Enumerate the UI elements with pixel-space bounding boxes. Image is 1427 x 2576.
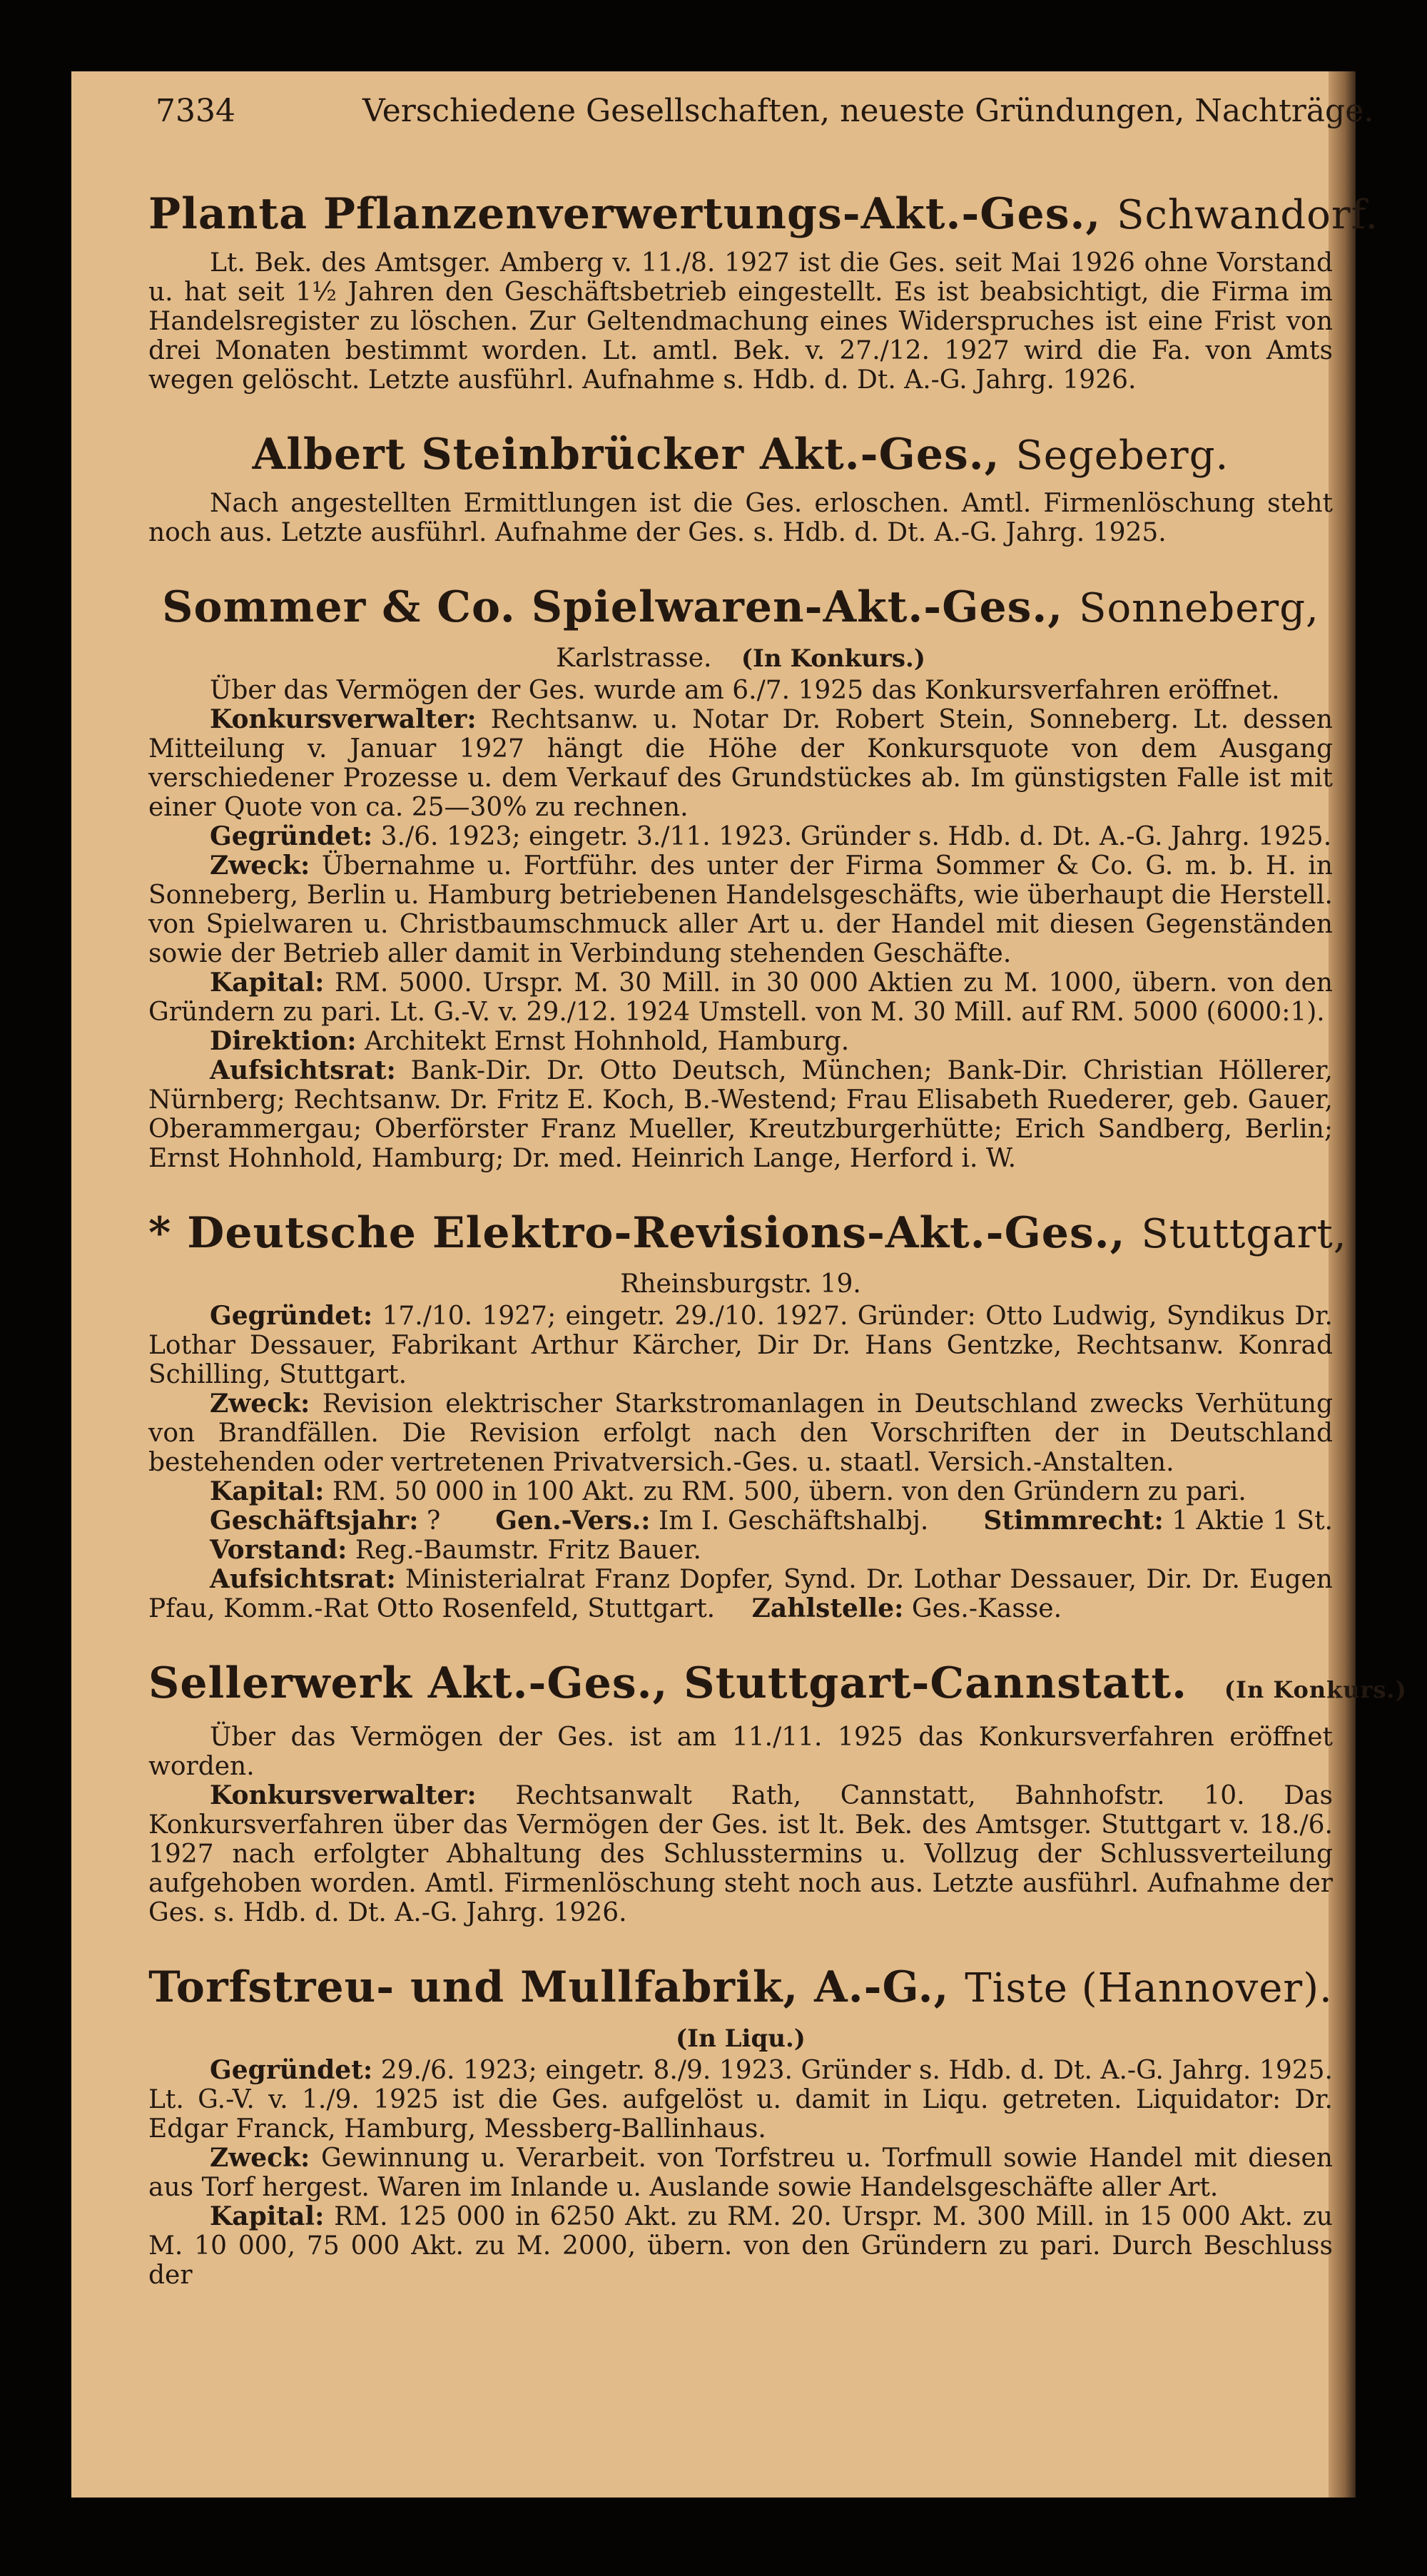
paragraph	[148, 1389, 1333, 1477]
entry-text: Nach angestellten Ermittlungen ist die Ges. erloschen. Amtl. Firmenlöschung steht noch aus. Letzte ausführl. Aufnahme der Ges. s. Hdb. d. Dt. A.-G. Jahrg. 1925.	[148, 489, 1333, 547]
entry-sellerwerk	[148, 1655, 1407, 1927]
paragraph-text: 3./6. 1923; eingetr. 3./11. 1923. Gründer s. Hdb. d. Dt. A.-G. Jahrg. 1925.	[380, 822, 1332, 851]
meta-row	[148, 1506, 1333, 1536]
paragraph-label: Gegründet:	[210, 821, 373, 851]
entry-status-line	[148, 2022, 1333, 2056]
entry-steinbruecker	[148, 426, 1333, 547]
entry-title	[148, 1655, 1407, 1718]
paragraph-text: Reg.-Baumstr. Fritz Bauer.	[355, 1536, 701, 1565]
paragraph	[148, 1056, 1333, 1173]
paragraph-text: RM. 125 000 in 6250 Akt. zu RM. 20. Urspr. M. 300 Mill. in 15 000 Akt. zu M. 10 000, 75 000 Akt. zu M. 2000, übern. von den Gründern zu pari. Durch Beschluss der	[148, 2202, 1333, 2290]
zahlstelle-value: Ges.-Kasse.	[911, 1594, 1062, 1623]
gen-vers-value: Im I. Geschäftshalbj.	[659, 1506, 929, 1536]
entry-torfstreu	[148, 1959, 1333, 2290]
stimmrecht-value: 1 Aktie 1 St.	[1172, 1506, 1333, 1536]
stimmrecht	[983, 1506, 1333, 1536]
running-title: Verschiedene Gesellschaften, neueste Gründungen, Nachträge.	[362, 93, 1374, 129]
paragraph-text: Rechtsanw. u. Notar Dr. Robert Stein, Sonneberg. Lt. dessen Mitteilung v. Januar 1927 hängt die Höhe der Konkursquote von dem Ausgang verschiedener Prozesse u. dem Verkauf des Grundstückes ab. Im günstigsten Falle ist mit einer Quote von ca. 25—30% zu rechnen.	[148, 705, 1333, 822]
paragraph	[148, 1302, 1333, 1389]
entry-elektro-revisions	[148, 1205, 1347, 1623]
paragraph-label: Konkursverwalter:	[210, 704, 477, 734]
entry-sommer	[148, 579, 1333, 1173]
paragraph	[148, 1536, 1333, 1565]
paragraph	[148, 1027, 1333, 1056]
company-location: Tiste (Hannover).	[965, 1965, 1333, 2012]
company-name: Albert Steinbrücker Akt.-Ges.,	[252, 430, 1000, 480]
page-content	[148, 186, 1407, 2321]
company-location: Segeberg.	[1015, 432, 1229, 479]
paragraph-text: Revision elektrischer Starkstromanlagen in Deutschland zwecks Verhütung von Brandfällen. Die Revision erfolgt nach den Vorschriften der in Deutschland bestehenden oder vertretenen Privatversich.-Ges. u. staatl. Versich.-Anstalten.	[148, 1389, 1333, 1477]
paragraph	[148, 822, 1333, 851]
entry-title	[148, 186, 1379, 244]
paragraph	[148, 1565, 1333, 1623]
paragraph-label: Direktion:	[210, 1026, 357, 1056]
company-location: Stuttgart,	[1141, 1211, 1347, 1257]
paragraph-text: Bank-Dir. Dr. Otto Deutsch, München; Bank-Dir. Christian Höllerer, Nürnberg; Rechtsanw. Dr. Fritz E. Koch, B.-Westend; Frau Elisabeth Ruederer, geb. Gauer, Oberammergau; Oberförster Franz Mueller, Kreutzburgerhütte; Erich Sandberg, Berlin; Ernst Hohnhold, Hamburg; Dr. med. Heinrich Lange, Herford i. W.	[148, 1056, 1333, 1173]
paragraph-text: Über das Vermögen der Ges. ist am 11./11. 1925 das Konkursverfahren eröffnet worden.	[148, 1723, 1333, 1781]
status-badge: (In Liqu.)	[676, 2024, 806, 2053]
entry-planta	[148, 186, 1379, 395]
company-address: Karlstrasse.	[556, 644, 712, 673]
company-name: Torfstreu- und Mullfabrik, A.-G.,	[148, 1962, 950, 2012]
entry-title	[148, 1959, 1333, 2017]
paragraph-label: Zweck:	[210, 1389, 310, 1419]
company-address: Rheinsburgstr. 19.	[620, 1269, 861, 1299]
paragraph-text: 29./6. 1923; eingetr. 8./9. 1923. Gründer s. Hdb. d. Dt. A.-G. Jahrg. 1925. Lt. G.-V. v. 1./9. 1925 ist die Ges. aufgelöst u. damit in Liqu. getreten. Liquidator: Dr. Edgar Franck, Hamburg, Messberg-Ballinhaus.	[148, 2056, 1333, 2144]
entry-text: Lt. Bek. des Amtsger. Amberg v. 11./8. 1927 ist die Ges. seit Mai 1926 ohne Vorstand u. hat seit 1½ Jahren den Geschäftsbetrieb eingestellt. Es ist beabsichtigt, die Firma im Handelsregister zu löschen. Zur Geltendmachung eines Widerspruches ist eine Frist von drei Monaten bestimmt worden. Lt. amtl. Bek. v. 27./12. 1927 wird die Fa. von Amts wegen gelöscht. Letzte ausführl. Aufnahme s. Hdb. d. Dt. A.-G. Jahrg. 1926.	[148, 248, 1333, 395]
paragraph-label: Aufsichtsrat:	[210, 1564, 396, 1594]
generalversammlung	[495, 1506, 928, 1536]
geschaeftsjahr	[210, 1506, 440, 1536]
paragraph-label: Konkursverwalter:	[210, 1780, 477, 1810]
paragraph	[148, 2202, 1333, 2290]
entry-address-line	[148, 642, 1333, 676]
paragraph	[148, 676, 1333, 705]
paragraph-label: Kapital:	[210, 1476, 325, 1506]
new-entry-asterisk: *	[148, 1208, 172, 1258]
paragraph	[148, 2056, 1333, 2144]
status-badge: (In Konkurs.)	[1224, 1676, 1407, 1703]
running-header	[156, 93, 1374, 129]
paragraph-label: Kapital:	[210, 2201, 325, 2231]
gen-vers-label: Gen.-Vers.:	[495, 1506, 651, 1536]
stimmrecht-label: Stimmrecht:	[983, 1506, 1164, 1536]
company-name: Sellerwerk Akt.-Ges., Stuttgart-Cannstatt.	[148, 1658, 1187, 1708]
paragraph-text: RM. 5000. Urspr. M. 30 Mill. in 30 000 Aktien zu M. 1000, übern. von den Gründern zu pari. Lt. G.-V. v. 29./12. 1924 Umstell. von M. 30 Mill. auf RM. 5000 (6000:1).	[148, 968, 1333, 1027]
entry-title	[148, 426, 1333, 485]
entry-title	[148, 1205, 1347, 1263]
company-location: Schwandorf.	[1117, 192, 1379, 238]
paragraph-text: Übernahme u. Fortführ. des unter der Firma Sommer & Co. G. m. b. H. in Sonneberg, Berlin u. Hamburg betriebenen Handelsgeschäfts, wie überhaupt die Herstell. von Spielwaren u. Christbaumschmuck aller Art u. der Handel mit diesen Gegenständen sowie der Betrieb aller damit in Verbindung stehenden Geschäfte.	[148, 851, 1333, 968]
company-name: Deutsche Elektro-Revisions-Akt.-Ges.,	[187, 1208, 1126, 1258]
page-number: 7334	[156, 93, 235, 129]
paragraph-text: Über das Vermögen der Ges. wurde am 6./7. 1925 das Konkursverfahren eröffnet.	[210, 676, 1280, 705]
paragraph	[148, 1477, 1333, 1506]
geschaeftsjahr-label: Geschäftsjahr:	[210, 1506, 419, 1536]
paragraph-text: Gewinnung u. Verarbeit. von Torfstreu u. Torfmull sowie Handel mit diesen aus Torf hergest. Waren im Inlande u. Auslande sowie Handelsgeschäfte aller Art.	[148, 2144, 1333, 2202]
paragraph-label: Zweck:	[210, 2143, 310, 2173]
paragraph-text: RM. 50 000 in 100 Akt. zu RM. 500, übern. von den Gründern zu pari.	[332, 1477, 1246, 1506]
paragraph	[148, 705, 1333, 822]
company-name: Planta Pflanzenverwertungs-Akt.-Ges.,	[148, 189, 1102, 239]
paragraph-text: Rechtsanwalt Rath, Cannstatt, Bahnhofstr. 10. Das Konkursverfahren über das Vermögen der Ges. ist lt. Bek. des Amtsger. Stuttgart v. 18./6. 1927 nach erfolgter Abhaltung des Schlusstermins u. Vollzug der Schlussverteilung aufgehoben worden. Amtl. Firmenlöschung steht noch aus. Letzte ausführl. Aufnahme der Ges. s. Hdb. d. Dt. A.-G. Jahrg. 1926.	[148, 1781, 1333, 1927]
paragraph-label: Aufsichtsrat:	[210, 1055, 396, 1085]
entry-title	[148, 579, 1333, 637]
book-page	[71, 71, 1407, 2498]
paragraph-text: 17./10. 1927; eingetr. 29./10. 1927. Gründer: Otto Ludwig, Syndikus Dr. Lothar Dessauer, Fabrikant Arthur Kärcher, Dir Dr. Hans Gentzke, Rechtsanw. Konrad Schilling, Stuttgart.	[148, 1302, 1333, 1389]
paragraph	[148, 1723, 1333, 1781]
geschaeftsjahr-value: ?	[426, 1506, 441, 1536]
paragraph-label: Gegründet:	[210, 2055, 373, 2085]
paragraph-label: Zweck:	[210, 851, 310, 881]
paragraph-label: Gegründet:	[210, 1301, 373, 1331]
paragraph-label: Kapital:	[210, 968, 325, 998]
paragraph-label: Vorstand:	[210, 1535, 347, 1565]
status-badge: (In Konkurs.)	[741, 644, 925, 673]
paragraph	[148, 851, 1333, 968]
company-name: Sommer & Co. Spielwaren-Akt.-Ges.,	[162, 582, 1064, 632]
paragraph	[148, 1781, 1333, 1927]
paragraph	[148, 968, 1333, 1027]
zahlstelle-label: Zahlstelle:	[751, 1593, 904, 1623]
paragraph	[148, 2144, 1333, 2202]
company-location: Sonneberg,	[1079, 585, 1319, 632]
paragraph-text: Ministerialrat Franz Dopfer, Synd. Dr. Lothar Dessauer, Dir. Dr. Eugen Pfau, Komm.-Rat Otto Rosenfeld, Stuttgart.	[148, 1565, 1333, 1623]
paragraph-text: Architekt Ernst Hohnhold, Hamburg.	[364, 1027, 850, 1056]
